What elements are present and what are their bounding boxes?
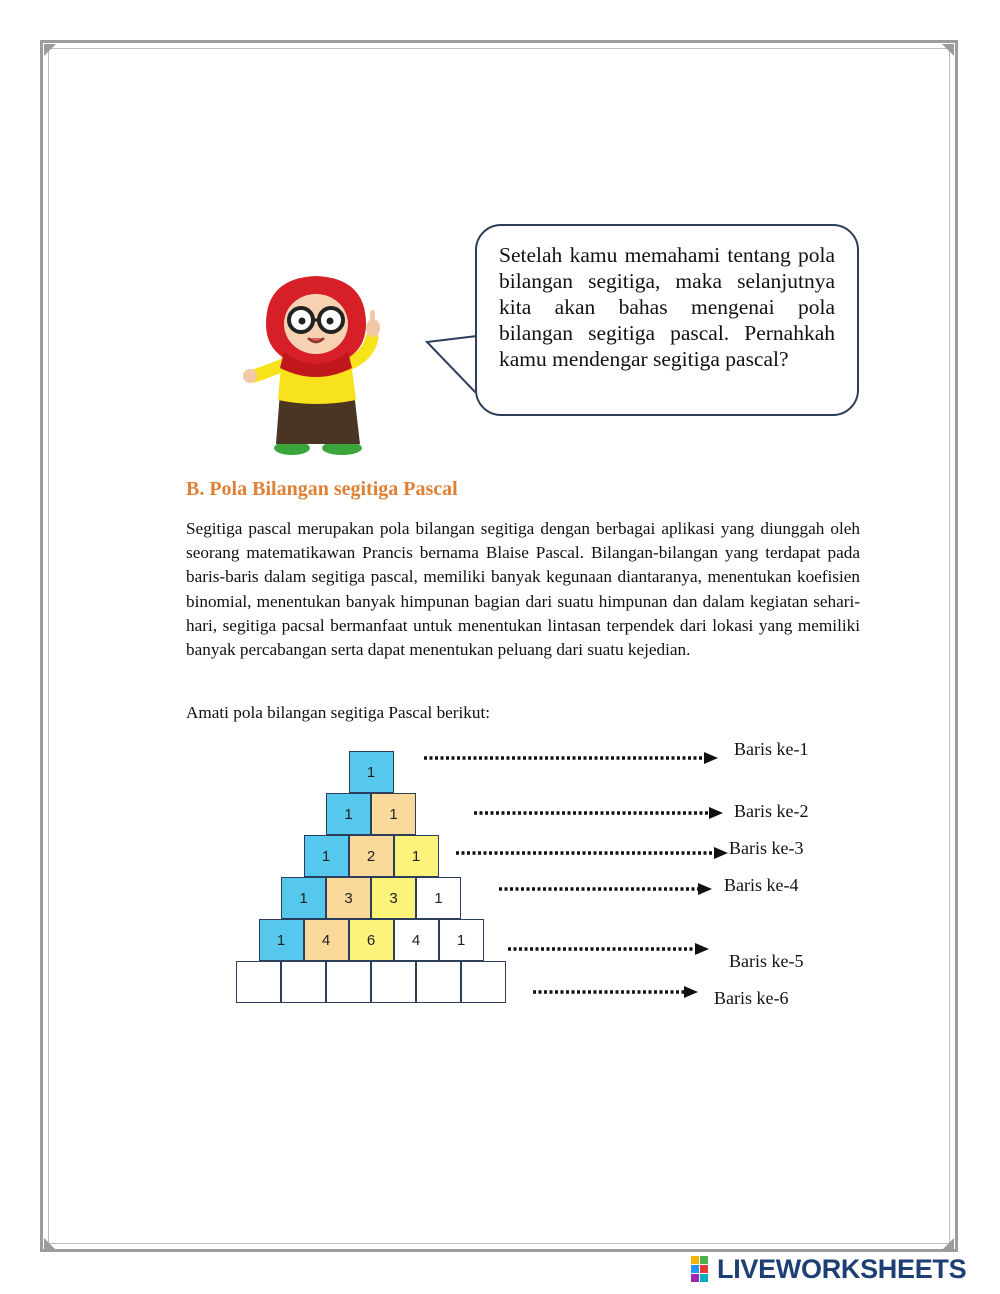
pascal-cell-r4-c1: 1 — [281, 877, 326, 919]
row-label-6: Baris ke-6 — [714, 988, 789, 1008]
pascal-cell-r5-c5: 1 — [439, 919, 484, 961]
pascal-cell-r3-c2: 2 — [349, 835, 394, 877]
pascal-cell-r4-c2: 3 — [326, 877, 371, 919]
pascal-cell-r5-c2: 4 — [304, 919, 349, 961]
observe-instruction: Amati pola bilangan segitiga Pascal berikut: — [186, 703, 491, 722]
liveworksheets-logo-icon — [691, 1256, 717, 1282]
pascal-cell-r2-c2: 1 — [371, 793, 416, 835]
pascal-cell-r5-c4: 4 — [394, 919, 439, 961]
pascal-cell-r5-c1: 1 — [259, 919, 304, 961]
watermark-text: LIVEWORKSHEETS — [717, 1253, 967, 1284]
section-heading: B. Pola Bilangan segitiga Pascal — [186, 478, 458, 500]
liveworksheets-watermark — [691, 1253, 966, 1285]
row-label-1: Baris ke-1 — [734, 739, 809, 759]
pascal-cell-r3-c3: 1 — [394, 835, 439, 877]
pascal-cell-r2-c1: 1 — [326, 793, 371, 835]
section-paragraph: Segitiga pascal merupakan pola bilangan segitiga dengan berbagai aplikasi yang diunggah oleh seorang matematikawan Prancis bernama Blaise Pascal. Bilangan-bilangan yang terdapat pada baris-baris dalam segitiga pascal, memiliki banyak kegunaan diantaranya, menentukan koefisien binomial, menentukan banyak himpunan bagian dari suatu himpunan dan dalam kegiatan sehari-hari, segitiga pacsal bermanfaat untuk menentukan lintasan terpendek dari lokasi yang memiliki banyak percabangan serta dapat menentukan peluang dari suatu kejedian. — [186, 519, 860, 660]
pascal-cell-r4-c3: 3 — [371, 877, 416, 919]
pascal-cell-r1-c1: 1 — [349, 751, 394, 793]
pascal-cell-r4-c4: 1 — [416, 877, 461, 919]
row-label-2: Baris ke-2 — [734, 801, 809, 821]
pascal-cell-r5-c3: 6 — [349, 919, 394, 961]
row-label-3: Baris ke-3 — [729, 838, 804, 858]
row-label-5: Baris ke-5 — [729, 951, 804, 971]
speech-bubble-text: Setelah kamu memahami tentang pola bilangan segitiga, maka selanjutnya kita akan bahas mengenai pola bilangan segitiga pascal. Pernahkah kamu mendengar segitiga pascal? — [499, 243, 835, 371]
row-label-4: Baris ke-4 — [724, 875, 799, 895]
pascal-cell-r3-c1: 1 — [304, 835, 349, 877]
